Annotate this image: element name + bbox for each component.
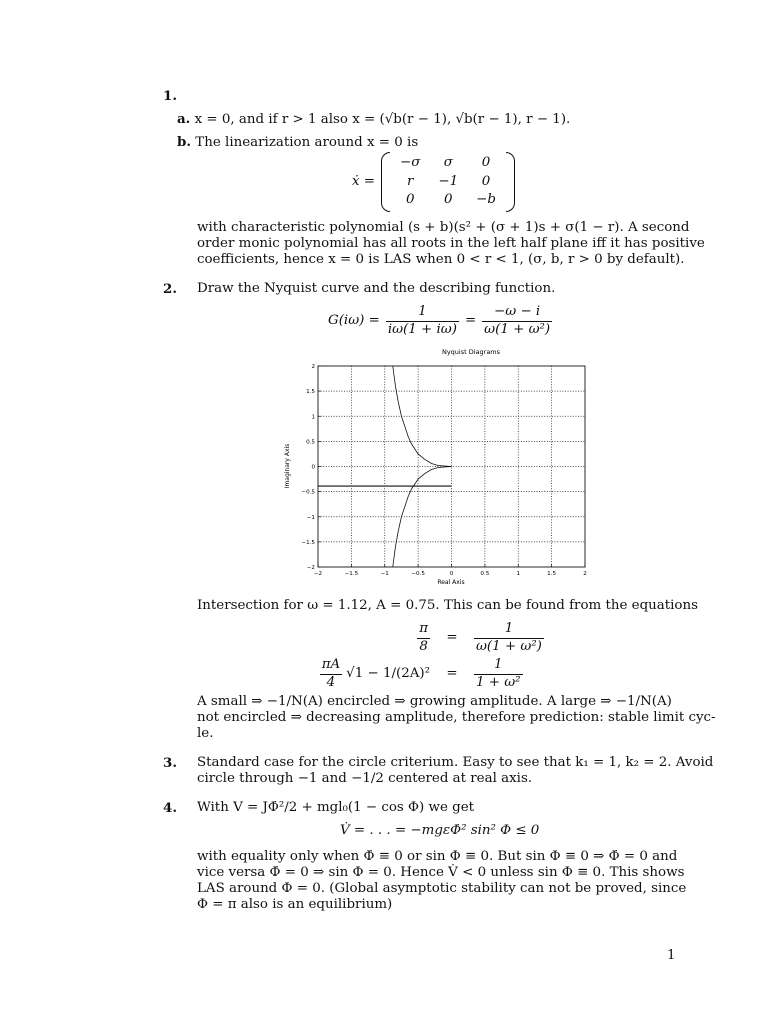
y-tick-label: 0 [311,464,315,471]
x-tick-label: −0.5 [411,571,425,577]
eqB-lhs [320,657,342,691]
matrix-cell: −σ [400,155,421,171]
matrix-cell: −1 [438,173,459,189]
problem-4-line-3: LAS around Φ = 0. (Global asymptotic stability can not be proved, since [197,881,687,896]
tf-fraction-1-num: 1 [418,304,427,320]
tf-equals: = [464,312,477,328]
x-tick-label: 1.5 [547,571,557,577]
problem-4-line-4: Φ = π also is an equilibrium) [197,897,393,912]
problem-3-number: 3. [163,755,177,771]
tf-lhs: G(iω) = [328,312,380,328]
eqA-equals: = [446,629,458,645]
y-tick-label: 2 [311,364,315,370]
x-tick-label: 1 [516,571,521,577]
transfer-function-equation [328,302,552,340]
problem-1-after-line-2: order monic polynomial has all roots in the left half plane iff it has positive [197,236,705,251]
x-tick-label: −1.5 [344,571,359,577]
x-axis-label: Real Axis [437,579,465,586]
y-axis-label: Imaginary Axis [284,443,291,489]
tf-fraction-2-num: −ω − i [494,304,541,320]
eqB-lhs-den: 4 [320,674,342,691]
eqA-rhs [474,621,544,655]
problem-2-number: 2. [163,281,177,297]
matrix-cell: σ [443,155,453,171]
problem-1-after-line-3: coefficients, hence x = 0 is LAS when 0 < r < 1, (σ, b, r > 0 by default). [197,252,685,267]
conclusion-line-1: A small ⇒ −1/N(A) encircled ⇒ growing amplitude. A large ⇒ −1/N(A) [197,694,672,709]
problem-4-number: 4. [163,800,177,816]
eqB-sqrt: √1 − 1/(2A)² [346,665,430,681]
chart-title: Nyquist Diagrams [441,348,501,356]
y-tick-label: 1 [311,414,315,421]
problem-1a-text: x = 0, and if r > 1 also x = (√b(r − 1), √b(r − 1), r − 1). [194,112,571,127]
tf-fraction-1-den: iω(1 + iω) [387,321,457,337]
linearization-lhs: ẋ = [352,173,376,189]
matrix-cell: −b [476,192,496,208]
problem-1a [177,111,570,128]
intersection-line: Intersection for ω = 1.12, A = 0.75. This can be found from the equations [197,598,698,613]
eqA-lhs [417,621,430,655]
y-tick-label: −2 [306,565,315,571]
problem-1-number: 1. [163,88,177,104]
matrix-cell: 0 [481,173,491,189]
y-tick-label: 1.5 [306,389,315,396]
problem-4-line-2: vice versa Φ̇ = 0 ⇒ sin Φ = 0. Hence V̇ < 0 unless sin Φ ≡ 0. This shows [197,865,685,880]
tf-fraction-1 [386,304,459,338]
x-tick-label: 0 [449,571,454,577]
x-axis-ticks [314,564,587,577]
y-tick-label: 0.5 [306,439,315,446]
problem-3-line-2: circle through −1 and −1/2 centered at real axis. [197,771,533,786]
equation-a [310,617,570,659]
x-tick-label: −2 [313,571,323,577]
problem-3-line-1: Standard case for the circle criterium. Easy to see that k₁ = 1, k₂ = 2. Avoid [197,755,714,770]
x-tick-label: −1 [380,571,389,577]
conclusion-line-3: le. [197,726,214,741]
equation-b [310,654,570,694]
page-number: 1 [667,948,676,963]
matrix-cell: r [407,173,414,189]
y-tick-label: −1.5 [301,539,315,546]
problem-4-equation: V̇ = . . . = −mgεΦ̇² sin² Φ ≤ 0 [340,823,540,838]
eqA-lhs-den: 8 [417,638,430,655]
eqA-rhs-num: 1 [504,621,514,637]
linearization-equation [352,152,515,212]
problem-1b-label: b. [177,134,192,150]
problem-1b-text: The linearization around x = 0 is [195,135,419,150]
x-tick-label: 2 [583,571,587,577]
eqA-lhs-num: π [419,621,428,637]
nyquist-chart [280,343,600,588]
y-tick-label: −0.5 [301,489,315,496]
matrix-cell: 0 [405,192,415,208]
eqB-rhs-num: 1 [494,657,503,673]
eqB-rhs [474,657,523,691]
eqB-equals: = [446,665,458,681]
eqB-rhs-den: 1 + ω² [476,674,521,690]
conclusion-line-2: not encircled ⇒ decreasing amplitude, therefore prediction: stable limit cyc- [197,710,716,725]
problem-4-intro: With V = JΦ̇²/2 + mgl₀(1 − cos Φ) we get [197,800,475,815]
tf-fraction-2 [482,304,552,338]
eqA-rhs-den: ω(1 + ω²) [476,638,542,654]
problem-1a-label: a. [177,111,191,127]
y-tick-label: −1 [306,514,315,521]
matrix-cell: 0 [444,192,453,208]
problem-1-after-line-1: with characteristic polynomial (s + b)(s² + (σ + 1)s + σ(1 − r). A second [197,220,690,235]
problem-1b [177,134,418,151]
tf-fraction-2-den: ω(1 + ω²) [484,321,551,337]
chart-series [318,366,452,567]
matrix-cell: 0 [481,155,491,171]
problem-4-line-1: with equality only when Φ̇ ≡ 0 or sin Φ ≡ 0. But sin Φ ≡ 0 ⇒ Φ̇ = 0 and [197,849,678,864]
linearization-matrix [381,154,515,209]
eqB-lhs-num: πA [321,657,341,673]
x-tick-label: 0.5 [480,571,490,577]
problem-2-intro: Draw the Nyquist curve and the describing function. [197,281,556,296]
